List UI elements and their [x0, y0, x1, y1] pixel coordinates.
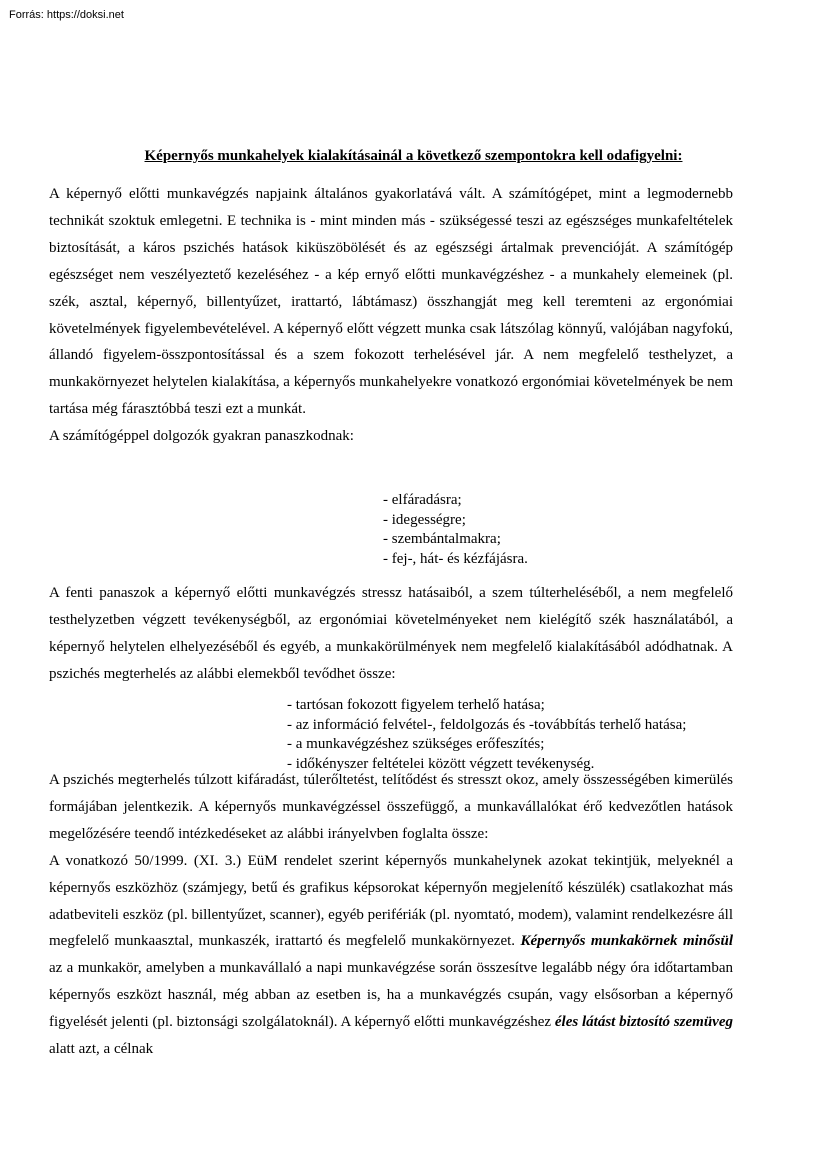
- regulation-text-3: alatt azt, a célnak: [49, 1041, 154, 1058]
- source-label: Forrás: https://doksi.net: [9, 9, 124, 21]
- regulation-paragraph: [49, 848, 733, 1063]
- load-list: [287, 696, 686, 774]
- list-item: - a munkavégzéshez szükséges erőfeszítés;: [287, 736, 545, 752]
- regulation-text-2: az a munkakör, amelyben a munkavállaló a napi munkavégzése során összesítve legalább négy óra időtartamban képernyős eszközt használ, még abban az esetben is, ha a munkavégzés csupán, vagy elsősorban a képernyő figyelését jelenti (pl. biztonsági szolgálatoknál). A képernyő előtti munkavégzéshez: [49, 960, 733, 1031]
- list-item: - szembántalmakra;: [383, 531, 501, 547]
- panasz-section: [49, 580, 733, 688]
- complaints-list: [383, 491, 528, 569]
- list-item: - időkényszer feltételei között végzett tevékenység.: [287, 755, 595, 772]
- emphasis-term-2: éles látást biztosító szemüveg: [554, 1014, 733, 1031]
- regulation-section: [49, 767, 733, 1063]
- complaints-cause-paragraph: A fenti panaszok a képernyő előtti munkavégzés stressz hatásaiból, a szem túlterheléséből, a nem megfelelő testhelyzetben végzett tevékenységből, az ergonómiai követelményeket nem kielégítő szék használatából, a képernyő helytelen elhelyezéséből és egyéb, a munkakörülmények nem megfelelő kialakításából adódhatnak. A pszichés megterhelés az alábbi elemekből tevődhet össze:: [49, 585, 733, 682]
- intro-paragraph: A képernyő előtti munkavégzés napjaink általános gyakorlatává vált. A számítógépet, mint a legmodernebb technikát szoktuk emlegetni. E technika is - mint minden más - szükségessé teszi az egészséges munkafeltételek biztosítását, a káros pszichés hatások kiküszöbölését és az egészségi ártalmak prevencióját. A számítógép egészséget nem veszélyeztető kezeléséhez - a kép ernyő előtti munkavégzéshez - a munkahely elemeinek (pl. szék, asztal, képernyő, billentyűzet, irattartó, lábtámasz) összhangját meg kell teremteni az ergonómiai követelmények figyelembevételével. A képernyő előtt végzett munka csak látszólag könnyű, valójában nagyfokú, állandó figyelem-összpontosítással és a szem fokozott terhelésével jár. A nem megfelelő testhelyzet, a munkakörnyezet helytelen kialakítása, a képernyős munkahelyekre vonatkozó ergonómiai követelmények be nem tartása még fárasztóbbá teszi ezt a munkát.: [49, 186, 733, 418]
- list-item: - idegességre;: [383, 511, 466, 528]
- list-item: - tartósan fokozott figyelem terhelő hatása;: [287, 697, 545, 713]
- list-item: - az információ felvétel-, feldolgozás és -továbbítás terhelő hatása;: [287, 716, 687, 733]
- list-item: - fej-, hát- és kézfájásra.: [383, 550, 528, 567]
- page-title: Képernyős munkahelyek kialakításainál a következő szempontokra kell odafigyelni:: [144, 148, 683, 164]
- regulation-text-1: A vonatkozó 50/1999. (XI. 3.) EüM rendelet szerint képernyős munkahelynek azokat tekintjük, melyeknél a képernyős eszközhöz (számjegy, betű és grafikus képsorokat képernyőn megjelenítő készülék) csatlakozhat más adatbeviteli eszköz (pl. billentyűzet, scanner), egyéb perifériák (pl. nyomtató, modem), valamint rendelkezésre áll megfelelő munkaasztal, munkaszék, irattartó és megfelelő munkakörnyezet.: [49, 852, 733, 950]
- load-effect-paragraph: A pszichés megterhelés túlzott kifáradást, túlerőltetést, telítődést és stresszt okoz, amely összességében kimerülés formájában jelentkezik. A képernyős munkavégzéssel összefüggő, a munkavállalókat érő kedvezőtlen hatások megelőzésére teendő intézkedéseket az alábbi irányelvben foglalta össze:: [49, 772, 733, 842]
- emphasis-term-1: Képernyős munkakörnek minősül: [520, 933, 733, 950]
- intro-section: [49, 181, 733, 450]
- list-item: - elfáradásra;: [383, 492, 462, 508]
- complaints-intro: A számítógéppel dolgozók gyakran panaszkodnak:: [49, 428, 354, 445]
